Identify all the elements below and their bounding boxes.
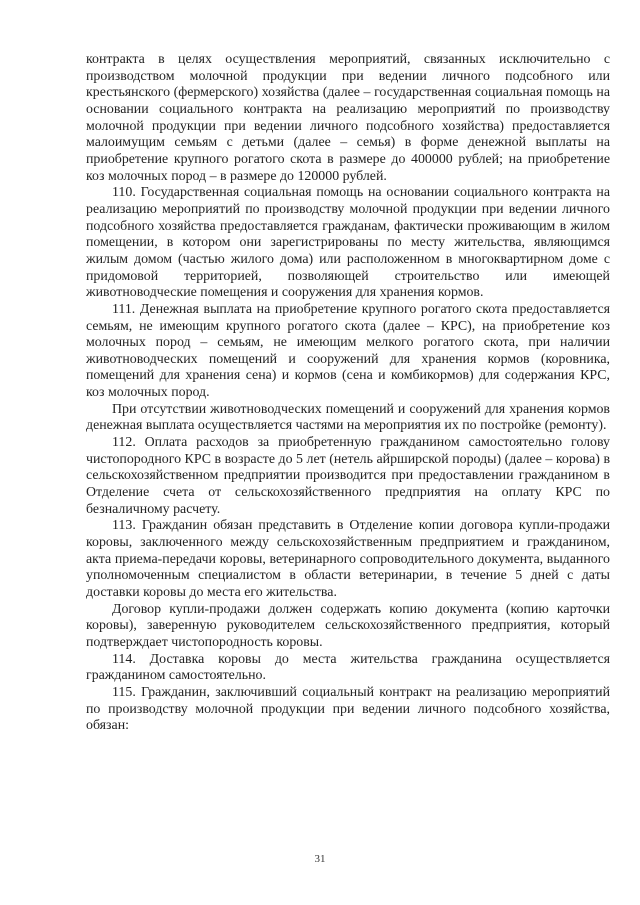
paragraph-115: 115. Гражданин, заключивший социальный контракт на реализацию мероприятий по производству молочной продукции при ведении личного подсобного хозяйства, обязан: — [86, 684, 610, 734]
body-text — [86, 52, 610, 735]
paragraph-continuation: контракта в целях осуществления мероприятий, связанных исключительно с производством молочной продукции при ведении личного подсобного или крестьянского (фермерского) хозяйства (далее – государственная социальная помощь на основании социального контракта на реализацию мероприятий по производству молочной продукции при ведении личного подсобного хозяйства) предоставляется малоимущим семьям с детьми (далее – семья) в форме денежной выплаты на приобретение крупного рогатого скота в размере до 400000 рублей; на приобретение коз молочных пород – в размере до 120000 рублей. — [86, 52, 610, 184]
paragraph-110: 110. Государственная социальная помощь на основании социального контракта на реализацию мероприятий по производству молочной продукции при ведении личного подсобного хозяйства предоставляется гражданам, фактически проживающим в жилом помещении, в котором они зарегистрированы по месту жительства, являющимся жилым домом (частью жилого дома) или расположенном в многоквартирном доме с придомовой территорией, позволяющей строительство или имеющей животноводческие помещения и сооружения для хранения кормов. — [86, 185, 610, 301]
page-number: 31 — [314, 853, 326, 865]
paragraph-113-note: Договор купли-продажи должен содержать копию документа (копию карточки коровы), заверенную руководителем сельскохозяйственного предприятия, который подтверждает чистопородность коровы. — [86, 601, 610, 650]
paragraph-114: 114. Доставка коровы до места жительства гражданина осуществляется гражданином самостоятельно. — [86, 651, 610, 684]
paragraph-111-note: При отсутствии животноводческих помещений и сооружений для хранения кормов денежная выплата осуществляется частями на мероприятия их по постройке (ремонту). — [86, 401, 610, 434]
paragraph-113: 113. Гражданин обязан представить в Отделение копии договора купли-продажи коровы, заключенного между сельскохозяйственным предприятием и гражданином, акта приема-передачи коровы, ветеринарного сопроводительного документа, выданного уполномоченным специалистом в области ветеринарии, в течение 5 дней с даты доставки коровы до места его жительства. — [86, 518, 610, 600]
paragraph-112: 112. Оплата расходов за приобретенную гражданином самостоятельно голову чистопородного КРС в возрасте до 5 лет (нетель айрширской породы) (далее – корова) в сельскохозяйственном предприятии производится при предоставлении гражданином в Отделение счета от сельскохозяйственного предприятия на оплату КРС по безналичному расчету. — [86, 435, 610, 517]
paragraph-111: 111. Денежная выплата на приобретение крупного рогатого скота предоставляется семьям, не имеющим крупного рогатого скота (далее – КРС), на приобретение коз молочных пород – семьям, не имеющим мелкого рогатого скота, при наличии животноводческих помещений и сооружений для хранения кормов (коровника, помещений для хранения сена) и кормов (сена и комбикормов) для содержания КРС, коз молочных пород. — [86, 301, 610, 401]
